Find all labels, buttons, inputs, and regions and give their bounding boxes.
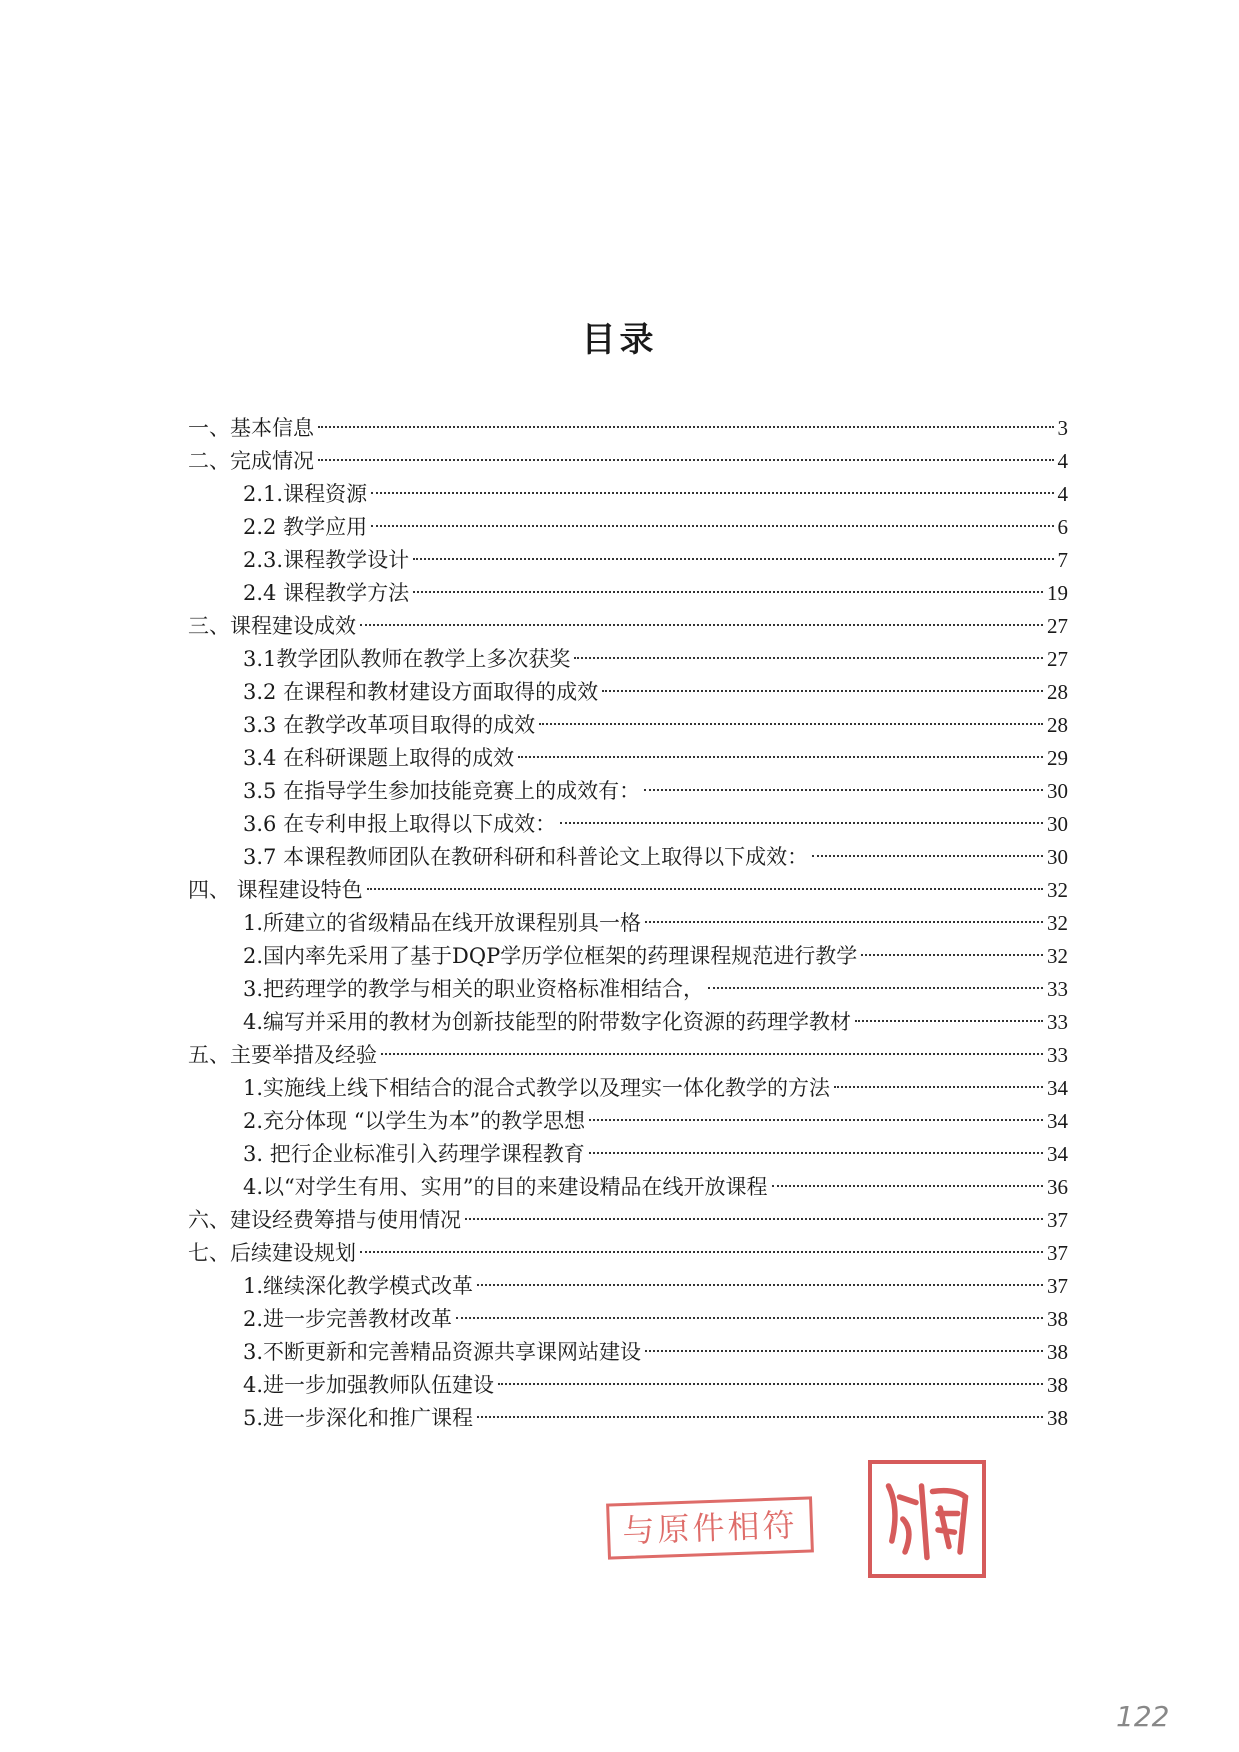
- toc-entry-page: 30: [1047, 779, 1068, 803]
- toc-entry-page: 37: [1047, 1241, 1068, 1265]
- toc-entry-page: 29: [1047, 746, 1068, 770]
- toc-entry-page: 30: [1047, 845, 1068, 869]
- toc-entry-label: 1.所建立的省级精品在线开放课程别具一格: [243, 911, 642, 935]
- toc-entry-label: 2.1.课程资源: [243, 482, 368, 506]
- dot-leader: [360, 1251, 1043, 1253]
- toc-entry-label: 3.5 在指导学生参加技能竞赛上的成效有：: [243, 779, 641, 803]
- toc-entry-label: 2.国内率先采用了基于DQP学历学位框架的药理课程规范进行教学: [243, 944, 858, 968]
- toc-entry[interactable]: [188, 577, 1068, 610]
- toc-entry-label: 五、主要举措及经验: [188, 1043, 377, 1067]
- toc-entry-page: 37: [1047, 1274, 1068, 1298]
- dot-leader: [381, 1053, 1043, 1055]
- toc-entry[interactable]: [188, 1138, 1068, 1171]
- dot-leader: [360, 624, 1043, 626]
- toc-entry-page: 28: [1047, 713, 1068, 737]
- toc-entry[interactable]: [188, 1336, 1068, 1369]
- toc-entry[interactable]: [188, 1039, 1068, 1072]
- toc-entry-label: 二、完成情况: [188, 449, 314, 473]
- dot-leader: [318, 426, 1054, 428]
- dot-leader: [574, 657, 1043, 659]
- dot-leader: [602, 690, 1043, 692]
- dot-leader: [456, 1317, 1043, 1319]
- toc-entry[interactable]: [188, 643, 1068, 676]
- toc-entry[interactable]: [188, 1006, 1068, 1039]
- toc-entry-label: 2.进一步完善教材改革: [243, 1307, 453, 1331]
- toc-entry[interactable]: [188, 808, 1068, 841]
- toc-entry[interactable]: [188, 1072, 1068, 1105]
- dot-leader: [413, 558, 1053, 560]
- toc-entry[interactable]: [188, 412, 1068, 445]
- toc-entry-page: 27: [1047, 647, 1068, 671]
- toc-entry-page: 27: [1047, 614, 1068, 638]
- toc-entry-page: 34: [1047, 1076, 1068, 1100]
- toc-entry[interactable]: [188, 1303, 1068, 1336]
- toc-entry-label: 1.实施线上线下相结合的混合式教学以及理实一体化教学的方法: [243, 1076, 831, 1100]
- certified-copy-stamp: 与原件相符: [606, 1496, 814, 1559]
- toc-entry-page: 30: [1047, 812, 1068, 836]
- dot-leader: [371, 525, 1053, 527]
- toc-entry-page: 34: [1047, 1142, 1068, 1166]
- dot-leader: [645, 1350, 1043, 1352]
- dot-leader: [498, 1383, 1043, 1385]
- toc-entry-page: 19: [1047, 581, 1068, 605]
- toc-entry-page: 32: [1047, 911, 1068, 935]
- toc-entry-label: 3.7 本课程教师团队在教研科研和科普论文上取得以下成效：: [243, 845, 809, 869]
- toc-entry-label: 2.充分体现 “以学生为本”的教学思想: [243, 1109, 586, 1133]
- dot-leader: [644, 789, 1043, 791]
- toc-entry[interactable]: [188, 907, 1068, 940]
- toc-entry[interactable]: [188, 1237, 1068, 1270]
- page-title: 目录: [581, 320, 658, 360]
- dot-leader: [708, 987, 1043, 989]
- toc-entry[interactable]: [188, 841, 1068, 874]
- toc-entry[interactable]: [188, 709, 1068, 742]
- table-of-contents: [188, 412, 1068, 1435]
- dot-leader: [477, 1416, 1043, 1418]
- toc-entry[interactable]: [188, 1402, 1068, 1435]
- toc-entry-label: 2.3.课程教学设计: [243, 548, 410, 572]
- toc-entry-page: 3: [1057, 416, 1068, 440]
- toc-entry-page: 33: [1047, 1010, 1068, 1034]
- toc-entry[interactable]: [188, 775, 1068, 808]
- toc-entry-label: 3.1教学团队教师在教学上多次获奖: [243, 647, 571, 671]
- personal-seal-stamp: [868, 1460, 986, 1578]
- toc-entry[interactable]: [188, 478, 1068, 511]
- toc-entry-label: 3.4 在科研课题上取得的成效: [243, 746, 515, 770]
- toc-entry[interactable]: [188, 1171, 1068, 1204]
- toc-entry-page: 7: [1057, 548, 1068, 572]
- toc-entry-label: 4.进一步加强教师队伍建设: [243, 1373, 495, 1397]
- toc-entry-label: 1.继续深化教学模式改革: [243, 1274, 474, 1298]
- dot-leader: [318, 459, 1054, 461]
- toc-entry-page: 33: [1047, 1043, 1068, 1067]
- toc-entry[interactable]: [188, 511, 1068, 544]
- dot-leader: [539, 723, 1043, 725]
- toc-entry-label: 七、后续建设规划: [188, 1241, 356, 1265]
- toc-entry[interactable]: [188, 544, 1068, 577]
- toc-entry-page: 32: [1047, 944, 1068, 968]
- toc-entry-page: 37: [1047, 1208, 1068, 1232]
- dot-leader: [413, 591, 1043, 593]
- toc-entry-label: 一、基本信息: [188, 416, 314, 440]
- toc-entry-page: 4: [1057, 449, 1068, 473]
- toc-entry-label: 3.6 在专利申报上取得以下成效：: [243, 812, 557, 836]
- toc-entry-label: 3.把药理学的教学与相关的职业资格标准相结合，: [243, 977, 705, 1001]
- toc-entry-label: 4.以“对学生有用、实用”的目的来建设精品在线开放课程: [243, 1175, 768, 1199]
- toc-entry-label: 六、建设经费筹措与使用情况: [188, 1208, 461, 1232]
- toc-entry-page: 38: [1047, 1307, 1068, 1331]
- toc-entry[interactable]: [188, 973, 1068, 1006]
- toc-entry-page: 4: [1057, 482, 1068, 506]
- dot-leader: [367, 888, 1043, 890]
- toc-entry[interactable]: [188, 1204, 1068, 1237]
- toc-entry-page: 33: [1047, 977, 1068, 1001]
- toc-entry[interactable]: [188, 1270, 1068, 1303]
- toc-entry-label: 2.4 课程教学方法: [243, 581, 410, 605]
- toc-entry-label: 5.进一步深化和推广课程: [243, 1406, 474, 1430]
- toc-entry-label: 2.2 教学应用: [243, 515, 368, 539]
- toc-entry-label: 3.2 在课程和教材建设方面取得的成效: [243, 680, 599, 704]
- toc-entry-page: 36: [1047, 1175, 1068, 1199]
- toc-entry-page: 34: [1047, 1109, 1068, 1133]
- dot-leader: [645, 921, 1043, 923]
- toc-entry-page: 38: [1047, 1373, 1068, 1397]
- toc-entry[interactable]: [188, 1369, 1068, 1402]
- toc-entry-label: 4.编写并采用的教材为创新技能型的附带数字化资源的药理学教材: [243, 1010, 852, 1034]
- dot-leader: [812, 855, 1043, 857]
- toc-entry-page: 38: [1047, 1340, 1068, 1364]
- dot-leader: [465, 1218, 1043, 1220]
- dot-leader: [371, 492, 1053, 494]
- dot-leader: [477, 1284, 1043, 1286]
- dot-leader: [589, 1119, 1043, 1121]
- dot-leader: [861, 954, 1043, 956]
- toc-entry-label: 3. 把行企业标准引入药理学课程教育: [243, 1142, 585, 1166]
- toc-entry[interactable]: [188, 940, 1068, 973]
- toc-entry-page: 38: [1047, 1406, 1068, 1430]
- toc-entry-label: 四、 课程建设特色: [188, 878, 363, 902]
- toc-entry-page: 32: [1047, 878, 1068, 902]
- seal-icon: [872, 1464, 982, 1574]
- toc-entry[interactable]: [188, 1105, 1068, 1138]
- toc-entry[interactable]: [188, 445, 1068, 478]
- dot-leader: [589, 1152, 1043, 1154]
- handwritten-page-number: 122: [1116, 1700, 1170, 1733]
- toc-entry[interactable]: [188, 874, 1068, 907]
- toc-entry-label: 三、课程建设成效: [188, 614, 356, 638]
- dot-leader: [560, 822, 1043, 824]
- toc-entry-page: 6: [1057, 515, 1068, 539]
- toc-entry-label: 3.3 在教学改革项目取得的成效: [243, 713, 536, 737]
- toc-entry[interactable]: [188, 676, 1068, 709]
- toc-entry-label: 3.不断更新和完善精品资源共享课网站建设: [243, 1340, 642, 1364]
- dot-leader: [518, 756, 1043, 758]
- toc-entry[interactable]: [188, 742, 1068, 775]
- dot-leader: [834, 1086, 1043, 1088]
- toc-entry-page: 28: [1047, 680, 1068, 704]
- dot-leader: [855, 1020, 1043, 1022]
- toc-entry[interactable]: [188, 610, 1068, 643]
- dot-leader: [772, 1185, 1043, 1187]
